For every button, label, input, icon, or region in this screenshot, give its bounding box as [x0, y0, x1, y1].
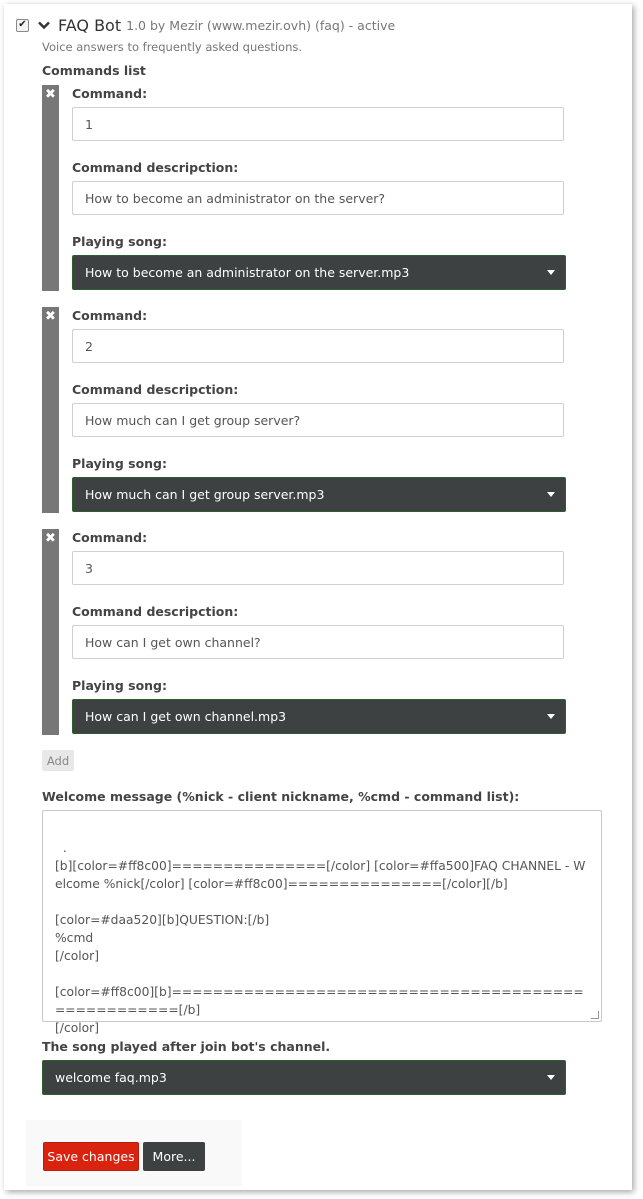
chevron-down-icon[interactable]: [39, 20, 49, 30]
join-song-label: The song played after join bot's channel.: [42, 1039, 331, 1054]
remove-command-bar[interactable]: [42, 529, 59, 735]
playing-song-select[interactable]: [72, 255, 566, 290]
plugin-header: [16, 13, 395, 37]
playing-song-value: How much can I get group server.mp3: [85, 487, 325, 502]
command-description-label: Command descripction:: [72, 382, 239, 397]
resize-handle-icon[interactable]: [591, 1011, 599, 1019]
caret-down-icon: [547, 714, 555, 719]
command-item: [42, 85, 568, 291]
command-label: Command:: [72, 530, 148, 545]
command-item: [42, 529, 568, 735]
command-label: Command:: [72, 86, 148, 101]
plugin-title: FAQ Bot: [58, 15, 122, 35]
command-item: [42, 307, 568, 513]
enable-checkbox[interactable]: ✔: [16, 19, 29, 32]
close-icon[interactable]: ✖: [45, 531, 56, 546]
join-song-value: welcome faq.mp3: [55, 1070, 167, 1085]
command-label: Command:: [72, 308, 148, 323]
command-description-input[interactable]: How much can I get group server?: [72, 403, 564, 437]
command-description-label: Command descripction:: [72, 604, 239, 619]
remove-command-bar[interactable]: [42, 307, 59, 513]
command-description-input[interactable]: How can I get own channel?: [72, 625, 564, 659]
save-changes-button[interactable]: Save changes: [43, 1142, 139, 1171]
caret-down-icon: [547, 270, 555, 275]
playing-song-value: How can I get own channel.mp3: [85, 709, 287, 724]
commands-list-label: Commands list: [42, 63, 146, 78]
playing-song-select[interactable]: [72, 477, 566, 512]
close-icon[interactable]: ✖: [45, 309, 56, 324]
playing-song-label: Playing song:: [72, 456, 168, 471]
caret-down-icon: [547, 492, 555, 497]
welcome-message-label: Welcome message (%nick - client nickname, %cmd - command list):: [42, 789, 520, 804]
command-input[interactable]: 3: [72, 551, 564, 585]
command-input[interactable]: 2: [72, 329, 564, 363]
add-command-button[interactable]: Add: [42, 750, 74, 771]
command-input[interactable]: 1: [72, 107, 564, 141]
plugin-meta: 1.0 by Mezir (www.mezir.ovh) (faq) - active: [126, 17, 396, 33]
playing-song-label: Playing song:: [72, 234, 168, 249]
playing-song-label: Playing song:: [72, 678, 168, 693]
join-song-select[interactable]: [42, 1060, 566, 1095]
playing-song-value: How to become an administrator on the server.mp3: [85, 265, 410, 280]
command-description-input[interactable]: How to become an administrator on the server?: [72, 181, 564, 215]
playing-song-select[interactable]: [72, 699, 566, 734]
welcome-message-text: . [b][color=#ff8c00]===============[/color] [color=#ffa500]FAQ CHANNEL - Welcome %nick[/color] [color=#ff8c00]===============[/color][/b] [color=#daa520][b]QUESTION:[/b] %cmd [/color] [color=#ff8c00][b]====================================================[/b] [/color]: [55, 841, 586, 1035]
close-icon[interactable]: ✖: [45, 87, 56, 102]
command-description-label: Command descripction:: [72, 160, 239, 175]
remove-command-bar[interactable]: [42, 85, 59, 291]
more-button[interactable]: More...: [143, 1142, 205, 1171]
caret-down-icon: [547, 1075, 555, 1080]
welcome-message-textarea[interactable]: [42, 810, 602, 1035]
plugin-description: Voice answers to frequently asked questions.: [42, 40, 303, 54]
